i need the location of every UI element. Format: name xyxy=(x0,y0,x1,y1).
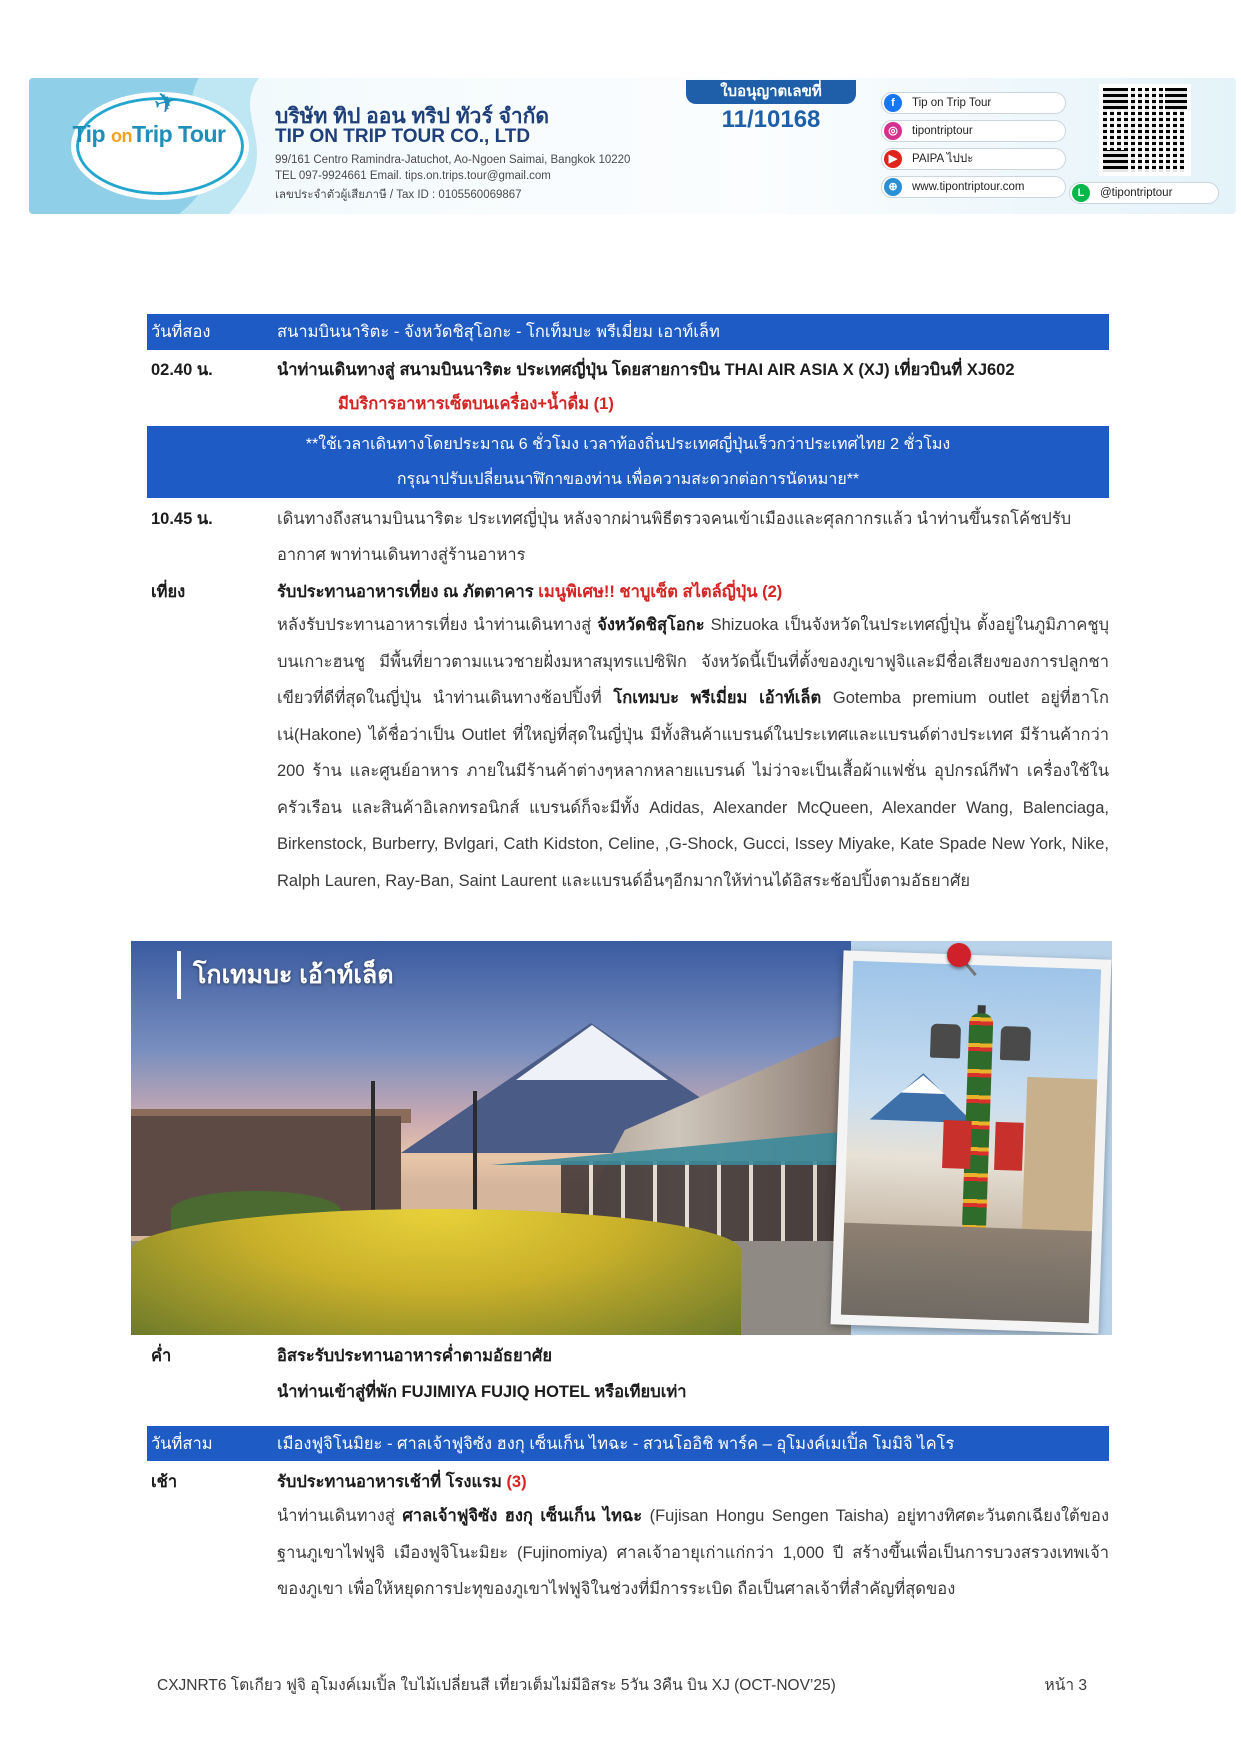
day2-arrival-time: 10.45 น. xyxy=(151,510,213,528)
shoppers-crowd xyxy=(841,1223,1092,1324)
day3-description xyxy=(277,1498,1109,1610)
outlet-banner xyxy=(942,1120,972,1169)
shizuoka-name: จังหวัดชิสุโอกะ xyxy=(597,616,705,634)
logo-word-trip-tour: Trip Tour xyxy=(132,121,226,147)
day2-dinner-text: อิสระรับประทานอาหารค่ำตามอัธยาศัย xyxy=(277,1347,553,1365)
day2-lunch-time: เที่ยง xyxy=(151,583,186,601)
instagram-icon: ◎ xyxy=(884,122,902,140)
day2-flight-row xyxy=(147,357,1109,387)
facebook-label: Tip on Trip Tour xyxy=(912,97,992,109)
day2-header-bar xyxy=(147,314,1109,350)
day2-lunch-row xyxy=(147,579,1109,609)
day2-flight-text: นำท่านเดินทางสู่ สนามบินนาริตะ ประเทศญี่ปุ่น โดยสายการบิน THAI AIR ASIA X (XJ) เที่ยวบินที่ XJ602 xyxy=(277,361,1015,379)
qr-code xyxy=(1099,84,1191,176)
youtube-icon: ▶ xyxy=(884,150,902,168)
day2-dinner-row xyxy=(147,1343,1109,1373)
qr-pattern xyxy=(1103,88,1187,172)
caption-bar xyxy=(177,951,181,999)
line-link[interactable] xyxy=(1069,182,1219,204)
flight-note-line2: กรุณาปรับเปลี่ยนนาฬิกาของท่าน เพื่อความสะดวกต่อการนัดหมาย** xyxy=(147,462,1109,498)
day2-title: สนามบินนาริตะ - จังหวัดชิสุโอกะ - โกเท็มบะ พรีเมี่ยม เอาท์เล็ท xyxy=(277,323,720,341)
day3-label: วันที่สาม xyxy=(151,1434,213,1453)
outlet-banner xyxy=(994,1122,1024,1171)
logo-word-tip: Tip xyxy=(72,121,111,147)
lunch-label: รับประทานอาหารเที่ยง ณ ภัตตาคาร xyxy=(277,583,539,601)
company-logo xyxy=(69,121,229,148)
day2-hotel-row xyxy=(147,1379,1109,1409)
day2-dinner-time: ค่ำ xyxy=(151,1347,172,1365)
instagram-link[interactable] xyxy=(881,120,1066,142)
instagram-label: tipontriptour xyxy=(912,125,973,137)
tour-code: CXJNRT6 โตเกียว ฟูจิ อุโมงค์เมเปิ้ล ใบไม้เปลี่ยนสี เที่ยวเต็มไม่มีอิสระ 5วัน 3คืน บิน XJ (OCT-NOV’25) xyxy=(157,1677,836,1694)
flight-note-line1: **ใช้เวลาเดินทางโดยประมาณ 6 ชั่วโมง เวลาท้องถิ่นประเทศญี่ปุ่นเร็วกว่าประเทศไทย 2 ชั่วโมง xyxy=(147,426,1109,464)
company-contact: TEL 097-9924661 Email. tips.on.trips.tour@gmail.com xyxy=(275,170,551,182)
globe-icon: ⊕ xyxy=(884,178,902,196)
gotemba-outlet-photo xyxy=(131,941,1112,1335)
airplane-icon: ✈ xyxy=(150,83,182,122)
website-link[interactable] xyxy=(881,176,1066,198)
page-footer xyxy=(157,1672,1087,1697)
company-address: 99/161 Centro Ramindra-Jatuchot, Ao-Ngoen Saimai, Bangkok 10220 xyxy=(275,154,631,166)
day2-desc-part-a: หลังรับประทานอาหารเที่ยง นำท่านเดินทางสู่ xyxy=(277,616,598,634)
day2-arrival-line1: เดินทางถึงสนามบินนาริตะ ประเทศญี่ปุ่น หลังจากผ่านพิธีตรวจคนเข้าเมืองและศุลกากรแล้ว นำท่านขึ้นรถโค้ชปรับ xyxy=(277,510,1072,528)
day2-meal-row xyxy=(147,391,1109,421)
logo-word-on: on xyxy=(111,126,132,146)
photo-caption xyxy=(177,947,394,1003)
day2-arrival-row xyxy=(147,506,1109,536)
day3-breakfast-row xyxy=(147,1469,1109,1499)
day2-arrival-line2: อากาศ พาท่านเดินทางสู่ร้านอาหาร xyxy=(277,546,526,564)
day3-desc-part-a: นำท่านเดินทางสู่ xyxy=(277,1507,403,1525)
day2-inflight-meal: มีบริการอาหารเซ็ตบนเครื่อง+น้ำดื่ม (1) xyxy=(338,395,614,413)
day2-arrival-row2 xyxy=(147,542,1109,572)
day2-desc-part-c: Shizuoka เป็นจังหวัดในประเทศญี่ปุ่น ตั้งอยู่ในภูมิภาคชูบุ บนเกาะฮนชู มีพื้นที่ยาวตามแนวชายฝั่งมหาสมุทรแปซิฟิก จังหวัดนี้เป็นที่ตั้งของภูเขาฟูจิและมีชื่อเสียงของการปลูกชาเขียวที่ดีที่สุดในญี่ปุ่น นำท่านเดินทางช้อปปิ้งที่ xyxy=(277,616,1109,707)
yellow-flower-bush xyxy=(131,1209,741,1335)
header-banner xyxy=(29,78,1236,214)
license-box xyxy=(686,78,856,140)
day2-description xyxy=(277,607,1109,937)
license-label: ใบอนุญาตเลขที่ xyxy=(686,80,856,104)
day2-desc-part-e: Gotemba premium outlet อยู่ที่ฮาโกเน่(Hakone) ได้ชื่อว่าเป็น Outlet ที่ใหญ่ที่สุดในญี่ปุ่น มีทั้งสินค้าแบรนด์ในประเทศและแบรนด์ต่างประเทศ มีร้านค้ากว่า 200 ร้าน และศูนย์อาหาร ภายในมีร้านค้าต่างๆหลากหลายแบรนด์ ไม่ว่าจะเป็นเสื้อผ้าแฟชั่น อุปกรณ์กีฬา เครื่องใช้ในครัวเรือน และสินค้าอิเลกทรอนิกส์ แบรนด์ก็จะมีทั้ง Adidas, Alexander McQueen, Alexander Wang, Balenciaga, Birkenstock, Burberry, Bvlgari, Cath Kidston, Celine, ,G-Shock, Gucci, Issey Miyake, Kate Spade New York, Nike, Ralph Lauren, Ray-Ban, Saint Laurent และแบรนด์อื่นๆอีกมากให้ท่านได้อิสระช้อปปิ้งตามอัธยาศัย xyxy=(277,689,1109,890)
mount-fuji-snowcap xyxy=(516,1025,668,1080)
lantern-shape xyxy=(1000,1026,1031,1061)
shrine-name: ศาลเจ้าฟูจิซัง ฮงกุ เซ็นเก็น ไทฉะ xyxy=(402,1507,643,1525)
polaroid-fuji-snowcap xyxy=(901,1075,946,1095)
day3-breakfast-text xyxy=(277,1469,1109,1495)
facebook-link[interactable] xyxy=(881,92,1066,114)
day3-header-bar xyxy=(147,1426,1109,1461)
facebook-icon: f xyxy=(884,94,902,112)
polaroid-image xyxy=(841,961,1101,1323)
day3-desc-part-c: (Fujisan Hongu Sengen Taisha) อยู่ทางทิศตะวันตกเฉียงใต้ของฐานภูเขาไฟฟูจิ เมืองฟูจิโนะมิยะ (Fujinomiya) ศาลเจ้าอายุเก่าแก่กว่า 1,000 ปี สร้างขึ้นเพื่อเป็นการบวงสรวงเทพเจ้าของภูเขา เพื่อให้หยุดการปะทุของภูเขาไฟฟูจิในช่วงที่มีการระเบิด ถือเป็นศาลเจ้าที่สำคัญที่สุดของ xyxy=(277,1507,1110,1598)
youtube-label: PAIPA ไปปะ xyxy=(912,153,974,165)
day3-breakfast-time: เช้า xyxy=(151,1473,178,1491)
line-label: @tipontriptour xyxy=(1100,187,1173,199)
photo-caption-text: โกเทมบะ เอ้าท์เล็ต xyxy=(193,961,394,989)
street-lamp xyxy=(371,1081,375,1231)
day2-hotel-text: นำท่านเข้าสู่ที่พัก FUJIMIYA FUJIQ HOTEL หรือเทียบเท่า xyxy=(277,1383,687,1401)
page-number: หน้า 3 xyxy=(1044,1677,1087,1694)
polaroid-photo xyxy=(831,950,1112,1333)
day2-lunch-text xyxy=(277,579,1109,605)
line-icon: L xyxy=(1072,184,1090,202)
polaroid-building xyxy=(1022,1077,1101,1240)
website-label: www.tipontriptour.com xyxy=(912,181,1025,193)
day2-label: วันที่สอง xyxy=(151,323,211,341)
pushpin-icon xyxy=(947,943,971,967)
company-name-thai: บริษัท ทิป ออน ทริป ทัวร์ จำกัด xyxy=(275,105,550,128)
day3-title: เมืองฟูจิโนมิยะ - ศาลเจ้าฟูจิซัง ฮงกุ เซ็นเก็น ไทฉะ - สวนโออิชิ พาร์ค – อุโมงค์เมเปิ้ล โมมิจิ ไคโร xyxy=(277,1434,955,1453)
day2-flight-time: 02.40 น. xyxy=(151,361,213,379)
breakfast-meal-number: (3) xyxy=(506,1473,527,1491)
lantern-shape xyxy=(930,1024,961,1059)
lunch-special-menu: เมนูพิเศษ!! ชาบูเซ็ต สไตล์ญี่ปุ่น (2) xyxy=(538,583,783,601)
breakfast-label: รับประทานอาหารเช้าที่ โรงแรม xyxy=(277,1473,507,1491)
gotemba-outlet-name: โกเทมบะ พรีเมี่ยม เอ้าท์เล็ต xyxy=(613,689,822,707)
company-tax-id: เลขประจำตัวผู้เสียภาษี / Tax ID : 0105560069867 xyxy=(275,189,522,201)
company-name-english: TIP ON TRIP TOUR CO., LTD xyxy=(275,126,531,147)
license-number: 11/10168 xyxy=(721,106,821,133)
youtube-link[interactable] xyxy=(881,148,1066,170)
